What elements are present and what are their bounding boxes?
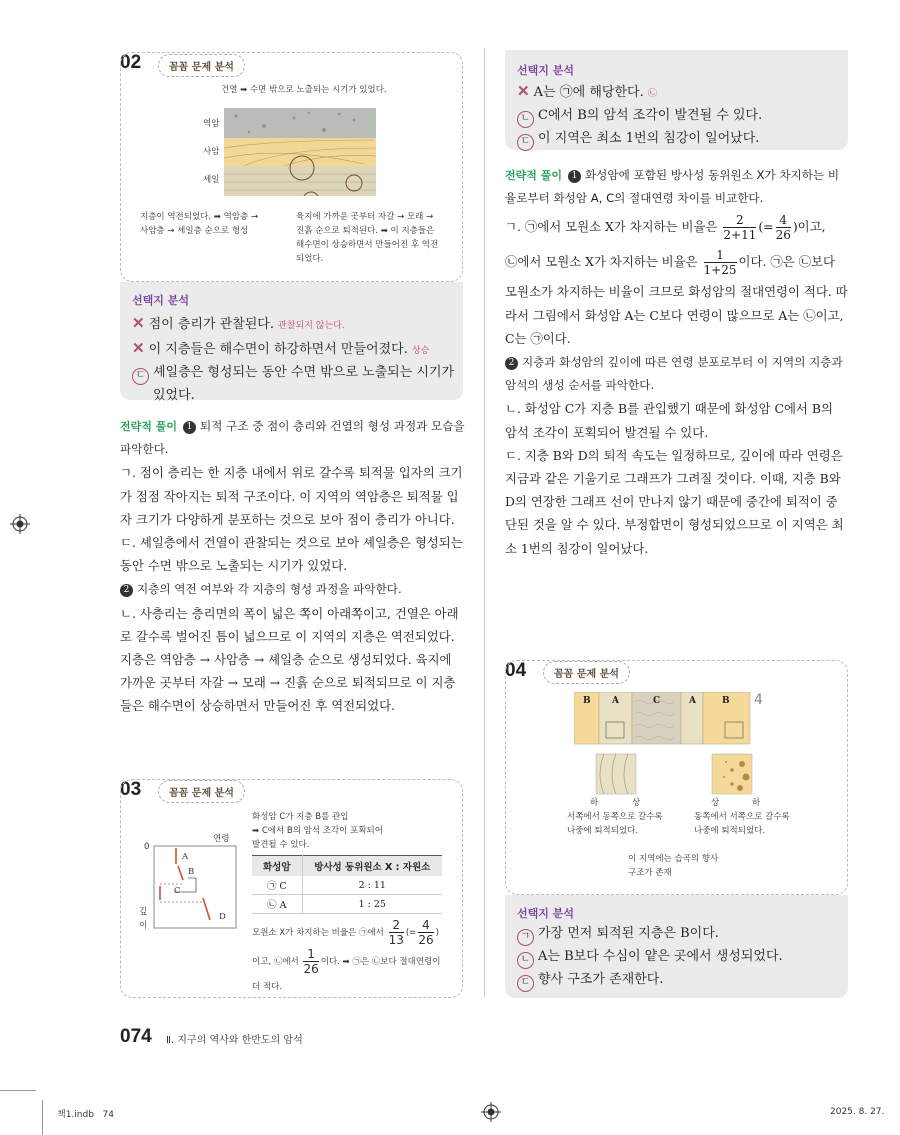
- cross-mark-icon: ✕: [517, 82, 530, 100]
- solution-line: 들은 해수면이 상승하면서 만들어진 후 역전되었다.: [120, 698, 395, 714]
- graph-y-label: 깊이: [139, 907, 148, 931]
- option-text: C에서 B의 암석 조각이 발견될 수 있다.: [538, 108, 763, 123]
- crop-line: [0, 1090, 36, 1091]
- correction: 상승: [411, 346, 430, 356]
- graph-label-a: A: [182, 852, 189, 862]
- solution-line: 이다. ㉠은 ㉡보다: [738, 254, 835, 270]
- column-label: C: [653, 696, 661, 706]
- right-note: [694, 810, 790, 838]
- layer-label-conglomerate: 역암: [203, 119, 220, 129]
- question-number: 04: [505, 660, 527, 681]
- q03-tag: 꼼꼼 문제 분석: [158, 780, 245, 803]
- solution-line: D의 연장한 그래프 선이 만나지 않기 때문에 중간에 퇴적이 중: [505, 494, 838, 510]
- note-line: 이 지역에는 습곡의 향사: [628, 854, 719, 864]
- option-text: A는 B보다 수심이 얕은 곳에서 생성되었다.: [538, 949, 783, 964]
- step-text: 암석의 생성 순서를 파악한다.: [505, 378, 655, 393]
- numerator: 4: [776, 213, 791, 228]
- column-divider: [484, 48, 485, 998]
- note-line: 화성암 C가 지층 B를 관입: [252, 812, 349, 822]
- note-line: 진흙 순으로 퇴적된다. ➡ 이 지층들은: [296, 226, 435, 236]
- solution-line: 암석 조각이 포획되어 발견될 수 있다.: [505, 424, 709, 440]
- denominator: 2+11: [723, 228, 757, 243]
- note-line: 동쪽에서 서쪽으로 갈수록: [694, 812, 790, 822]
- solution-label: 전략적 풀이: [505, 169, 562, 182]
- table-cell: ㉡ A: [252, 895, 302, 914]
- table-row: [252, 876, 442, 895]
- note-line: 사암층 → 셰일층 순으로 형성: [140, 226, 249, 236]
- table-cell: 2 : 11: [302, 876, 442, 895]
- fraction: [418, 918, 433, 947]
- q02-options-panel: [120, 282, 463, 403]
- analysis-title: 선택지 분석: [132, 294, 189, 307]
- calc-text: ): [435, 928, 439, 938]
- solution-line: ㄱ. 점이 층리는 한 지층 내에서 위로 갈수록 퇴적물 입자의 크기: [120, 465, 463, 481]
- strata-columns-diagram: [574, 692, 754, 797]
- graph-x-label: 연령: [213, 834, 230, 844]
- step-text: 파악한다.: [120, 442, 169, 457]
- correction: ㉡: [647, 89, 657, 99]
- circle-mark-icon: ㄷ: [517, 134, 534, 151]
- solution-line: ㄴ. 화성암 C가 지층 B를 관입했기 때문에 화성암 C에서 B의: [505, 401, 833, 417]
- option-2: [517, 946, 836, 969]
- step-number: 2: [505, 357, 518, 370]
- option-text: 이 지역은 최소 1번의 침강이 일어났다.: [538, 131, 760, 146]
- solution-line: 동안 수면 밖으로 노출되는 시기가 있었다.: [120, 558, 348, 574]
- solution-line: 단된 것을 알 수 있다. 부정합면이 형성되었으므로 이 지역은 최: [505, 517, 844, 533]
- graph-label-c: C: [174, 886, 181, 896]
- solution-line: 가까운 곳부터 자갈 → 모래 → 진흙 순으로 퇴적되므로 이 지층: [120, 675, 456, 691]
- question-number: 03: [120, 779, 142, 800]
- registration-mark-icon: [10, 514, 30, 534]
- circle-mark-icon: ㄷ: [517, 975, 534, 992]
- calc-text: (=: [405, 928, 417, 938]
- denominator: 13: [388, 933, 404, 947]
- q03-note: [252, 810, 383, 852]
- step-number: 2: [120, 584, 133, 597]
- analysis-title: 선택지 분석: [517, 64, 574, 77]
- table-row: [252, 895, 442, 914]
- solution-line: ㉡에서 모원소 X가 차지하는 비율은: [505, 254, 698, 270]
- solution-line: 소 1번의 침강이 일어났다.: [505, 540, 649, 556]
- q02-tag: 꼼꼼 문제 분석: [158, 54, 245, 77]
- option-3: [517, 969, 836, 992]
- correction: 관찰되지 않는다.: [278, 321, 345, 331]
- solution-label: 전략적 풀이: [120, 420, 177, 433]
- page-number: 074: [120, 1026, 152, 1047]
- table-header: 방사성 동위원소 X : 자원소: [302, 856, 442, 877]
- graph-label-d: D: [219, 912, 226, 922]
- option-text: 점이 층리가 관찰된다.: [148, 317, 274, 332]
- circle-mark-icon: ㄱ: [517, 929, 534, 946]
- step-text: 지층의 역전 여부와 각 지층의 형성 과정을 파악한다.: [137, 582, 402, 597]
- option-2: [132, 337, 451, 362]
- diagram-note: 건열 ➡ 수면 밖으로 노출되는 시기가 있었다.: [221, 85, 387, 95]
- note-line: 나중에 퇴적되었다.: [694, 826, 766, 836]
- q04-options-panel: [505, 895, 848, 998]
- option-3: [517, 128, 836, 151]
- chapter-title: Ⅱ. 지구의 역사와 한반도의 암석: [166, 1035, 303, 1046]
- option-text: 있었다.: [153, 388, 195, 403]
- denominator: 26: [775, 228, 791, 243]
- layer-label-shale: 셰일: [203, 175, 220, 185]
- solution-line: )이고,: [792, 219, 826, 235]
- age-depth-graph: [150, 840, 240, 932]
- calc-text: 모원소 X가 차지하는 비율은 ㉠에서: [252, 928, 384, 938]
- solution-line: 지금과 같은 기울기로 그래프가 그려질 것이다. 이때, 지층 B와: [505, 471, 841, 487]
- strata-diagram: [224, 108, 376, 196]
- note-line: 지층이 역전되었다. ➡ 역암층 →: [140, 212, 259, 222]
- option-1: [132, 312, 451, 337]
- layer-label-sandstone: 사암: [203, 147, 220, 157]
- isotope-table: [252, 855, 442, 914]
- left-note: [567, 810, 663, 838]
- q03-solution: [505, 163, 850, 560]
- column-label: A: [689, 696, 696, 706]
- denominator: 1+25: [703, 263, 737, 278]
- calc-text: 이다. ➡ ㉠은 ㉡보다 절대연령이: [320, 957, 441, 967]
- diagram-note-right: [296, 210, 438, 266]
- table-header: 화성암: [252, 856, 302, 877]
- numerator: 2: [389, 918, 404, 933]
- column-label: A: [612, 696, 619, 706]
- solution-line: ㄷ. 셰일층에서 건열이 관찰되는 것으로 보아 셰일층은 형성되는: [120, 535, 463, 551]
- bottom-label: 하: [752, 798, 761, 808]
- note-line: 발견될 수 있다.: [252, 840, 310, 850]
- solution-line: C는 ㉠이다.: [505, 330, 571, 346]
- registration-mark-icon: [481, 1102, 501, 1122]
- option-text: 이 지층들은 해수면이 하강하면서 만들어졌다.: [148, 342, 408, 357]
- diagram-note-left: [140, 210, 258, 238]
- q02-solution: [120, 414, 465, 718]
- note-line: 되었다.: [296, 254, 324, 264]
- graph-label-b: B: [188, 867, 195, 877]
- option-text: 셰일층은 형성되는 동안 수면 밖으로 노출되는 시기가: [153, 365, 455, 380]
- numerator: 1: [303, 947, 318, 962]
- solution-line: 지층은 역암층 → 사암층 → 셰일층 순으로 생성되었다. 육지에: [120, 652, 452, 668]
- circle-mark-icon: ㄴ: [517, 111, 534, 128]
- option-2: [517, 105, 836, 128]
- option-text: 가장 먼저 퇴적된 지층은 B이다.: [538, 926, 719, 941]
- note-line: 서쪽에서 동쪽으로 갈수록: [567, 812, 663, 822]
- solution-line: ㄱ. ㉠에서 모원소 X가 차지하는 비율은: [505, 219, 718, 235]
- step-number: 1: [568, 170, 581, 183]
- fraction: [723, 213, 756, 242]
- center-note: [628, 852, 718, 880]
- top-label: 상: [632, 798, 641, 808]
- step-number: 1: [183, 421, 196, 434]
- cross-mark-icon: ✕: [132, 314, 145, 332]
- option-3: [132, 362, 455, 385]
- q04-tag: 꼼꼼 문제 분석: [543, 661, 630, 684]
- circle-mark-icon: ㄴ: [517, 952, 534, 969]
- note-line: 구조가 존재: [628, 868, 672, 878]
- fraction: [704, 248, 737, 277]
- solution-line: 자 크기가 다양하게 분포하는 것으로 보아 점이 층리가 아니다.: [120, 511, 455, 527]
- bottom-label: 하: [590, 798, 599, 808]
- solution-line: ㄷ. 지층 B와 D의 퇴적 속도는 일정하므로, 깊이에 따라 연령은: [505, 447, 843, 463]
- circle-mark-icon: ㄷ: [132, 368, 149, 385]
- q03-calc: [252, 918, 440, 998]
- calc-text: 이고, ㉡에서: [252, 957, 299, 967]
- step-text: 지층과 화성암의 깊이에 따른 연령 분포로부터 이 지역의 지층과: [522, 355, 843, 370]
- solution-line: (=: [758, 219, 774, 235]
- numerator: 4: [418, 918, 433, 933]
- fraction: [776, 213, 791, 242]
- question-number: 02: [120, 52, 142, 73]
- note-line: 나중에 퇴적되었다.: [567, 826, 639, 836]
- column-label: B: [583, 696, 591, 706]
- fraction: [389, 918, 404, 947]
- solution-line: 로 갈수록 벌어진 틈이 넓으므로 이 지역의 지층은 역전되었다.: [120, 628, 455, 644]
- option-text: A는 ㉠에 해당한다.: [533, 85, 644, 100]
- side-mark: 4: [754, 692, 763, 708]
- table-cell: ㉠ C: [252, 876, 302, 895]
- denominator: 26: [303, 962, 319, 976]
- note-line: ➡ C에서 B의 암석 조각이 포획되어: [252, 826, 383, 836]
- step-text: 율로부터 화성암 A, C의 절대연령 차이를 비교한다.: [505, 191, 764, 206]
- cross-mark-icon: ✕: [132, 339, 145, 357]
- analysis-title: 선택지 분석: [517, 907, 574, 920]
- solution-line: 가 점점 작아지는 퇴적 구조이다. 이 지역의 역암층은 퇴적물 입: [120, 488, 459, 504]
- option-text: 향사 구조가 존재한다.: [538, 972, 664, 987]
- option-1: [517, 80, 836, 105]
- top-label: 상: [711, 798, 720, 808]
- note-line: 해수면이 상승하면서 만들어진 후 역전: [296, 240, 439, 250]
- table-cell: 1 : 25: [302, 895, 442, 914]
- numerator: 1: [704, 248, 737, 263]
- step-text: 퇴적 구조 중 점이 층리와 건열의 형성 과정과 모습을: [199, 419, 465, 433]
- column-label: B: [722, 696, 730, 706]
- graph-origin: 0: [144, 842, 150, 852]
- fraction: [303, 947, 318, 976]
- q03-options-panel: [505, 50, 848, 150]
- file-name: 책1.indb 74: [57, 1110, 114, 1120]
- crop-line: [42, 1100, 43, 1135]
- step-text: 화성암에 포함된 방사성 동위원소 X가 차지하는 비: [584, 168, 840, 182]
- solution-line: 모원소가 차지하는 비율이 크므로 화성암의 절대연령이 적다. 따: [505, 284, 848, 300]
- numerator: 2: [723, 213, 756, 228]
- denominator: 26: [418, 933, 434, 947]
- calc-text: 더 적다.: [252, 982, 283, 992]
- solution-line: ㄴ. 사층리는 층리면의 폭이 넓은 쪽이 아래쪽이고, 건열은 아래: [120, 605, 459, 621]
- solution-line: 라서 그림에서 화성암 A는 C보다 연령이 많으므로 A는 ㉡이고,: [505, 307, 844, 323]
- note-line: 육지에 가까운 곳부터 자갈 → 모래 →: [296, 212, 434, 222]
- option-1: [517, 923, 836, 946]
- print-date: 2025. 8. 27.: [830, 1107, 885, 1117]
